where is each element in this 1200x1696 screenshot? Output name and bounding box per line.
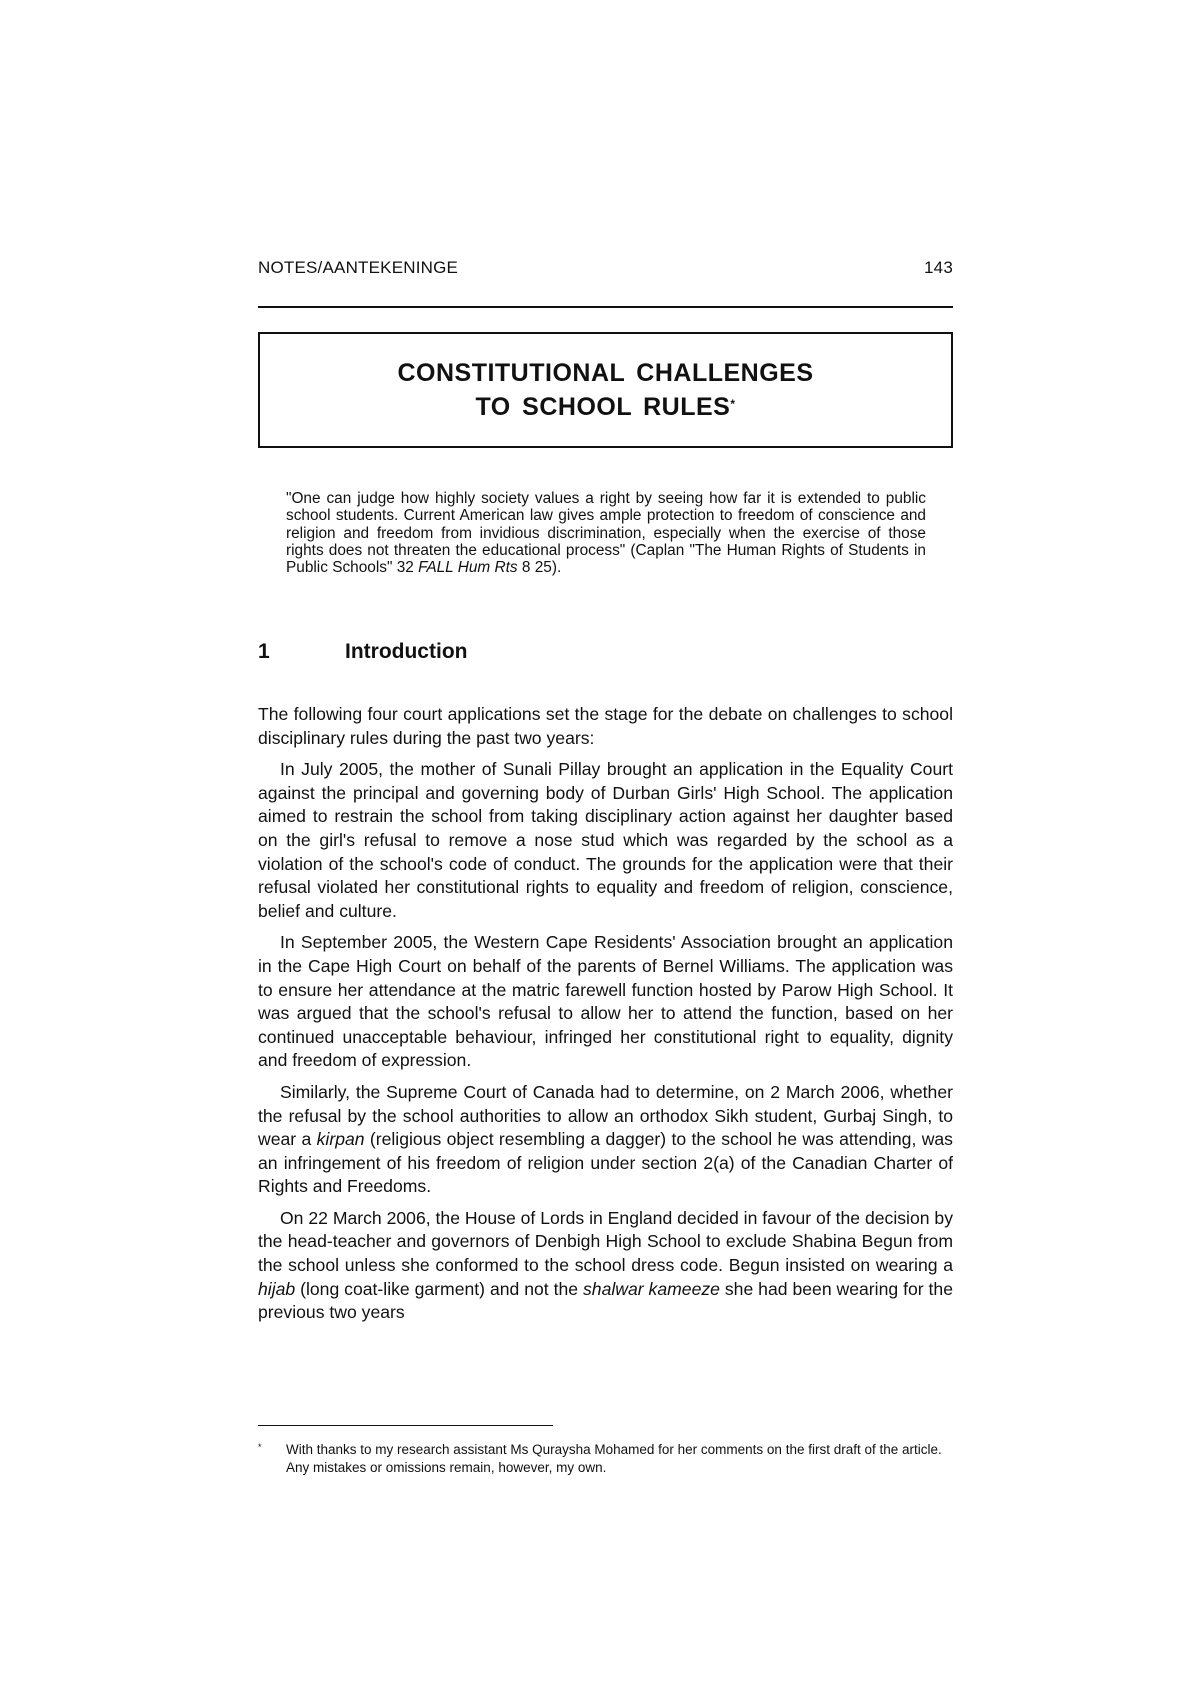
paragraph-4-text-b: (religious object resembling a dagger) to the school he was attending, was an infringement of his freedom of religion under section 2(a) of the Canadian Charter of Rights and Freedoms.	[258, 1129, 953, 1197]
epigraph-text: "One can judge how highly society values a right by seeing how far it is extended to public school students. Current American law gives ample protection to freedom of conscience and religion and freedom from invidious discrimination, especially when the exercise of those rights does not threaten the educational process" (Caplan "The Human Rights of Students in Public Schools" 32	[286, 490, 926, 577]
title-line-1: CONSTITUTIONAL CHALLENGES	[397, 359, 814, 387]
document-page	[258, 0, 953, 1696]
running-head	[258, 258, 953, 278]
paragraph-5-text-b: (long coat-like garment) and not the	[295, 1278, 583, 1299]
page-number: 143	[924, 258, 953, 277]
title-line-2	[475, 390, 735, 424]
paragraph-5	[258, 1207, 953, 1325]
footnote-text: With thanks to my research assistant Ms Quraysha Mohamed for her comments on the first draft of the article. Any mistakes or omissions remain, however, my own.	[286, 1442, 942, 1475]
paragraph-5-italic-1: hijab	[258, 1278, 296, 1299]
header-rule	[258, 306, 953, 308]
epigraph-citation-italic: FALL Hum Rts	[418, 559, 518, 577]
title-footnote-marker[interactable]: *	[730, 397, 736, 411]
paragraph-2: In July 2005, the mother of Sunali Pillay brought an application in the Equality Court against the principal and governing body of Durban Girls' High School. The application aimed to restrain the school from taking disciplinary action against her daughter based on the girl's refusal to remove a nose stud which was regarded by the school as a violation of the school's code of conduct. The grounds for the application were that their refusal violated her constitutional rights to equality and freedom of religion, conscience, belief and culture.	[258, 759, 953, 921]
section-heading	[258, 640, 953, 664]
paragraph-5-text-a: On 22 March 2006, the House of Lords in England decided in favour of the decision by the head-teacher and governors of Denbigh High School to exclude Shabina Begun from the school unless she conformed to the school dress code. Begun insisted on wearing a	[258, 1207, 953, 1276]
paragraph-1: The following four court applications set the stage for the debate on challenges to school disciplinary rules during the past two years:	[258, 704, 953, 748]
paragraph-3: In September 2005, the Western Cape Residents' Association brought an application in the Cape High Court on behalf of the parents of Bernel Williams. The application was to ensure her attendance at the matric farewell function hosted by Parow High School. It was argued that the school's refusal to allow her to attend the function, based on her continued unacceptable behaviour, infringed her constitutional right to equality, dignity and freedom of expression.	[258, 932, 953, 1071]
footnote-marker: *	[258, 1442, 262, 1452]
paragraph-4-text-a: Similarly, the Supreme Court of Canada had to determine, on 2 March 2006, whether the refusal by the school authorities to allow an orthodox Sikh student, Gurbaj Singh, to wear a	[258, 1081, 953, 1150]
epigraph-citation-end: 8 25).	[517, 559, 562, 577]
paragraph-4	[258, 1081, 953, 1199]
body-text	[258, 703, 953, 1333]
journal-section-label: NOTES/AANTEKENINGE	[258, 258, 459, 277]
footnote-rule	[258, 1425, 553, 1426]
footnote	[258, 1441, 953, 1477]
section-number: 1	[258, 640, 270, 663]
title-line-2-text: TO SCHOOL RULES	[475, 393, 731, 421]
title-box	[258, 332, 953, 448]
paragraph-5-italic-2: shalwar kameeze	[583, 1278, 720, 1299]
section-title: Introduction	[345, 640, 468, 663]
paragraph-4-italic: kirpan	[316, 1129, 365, 1150]
paragraph-5-text-c: she had been wearing for the previous two years	[258, 1278, 953, 1323]
epigraph-quote	[286, 490, 926, 576]
